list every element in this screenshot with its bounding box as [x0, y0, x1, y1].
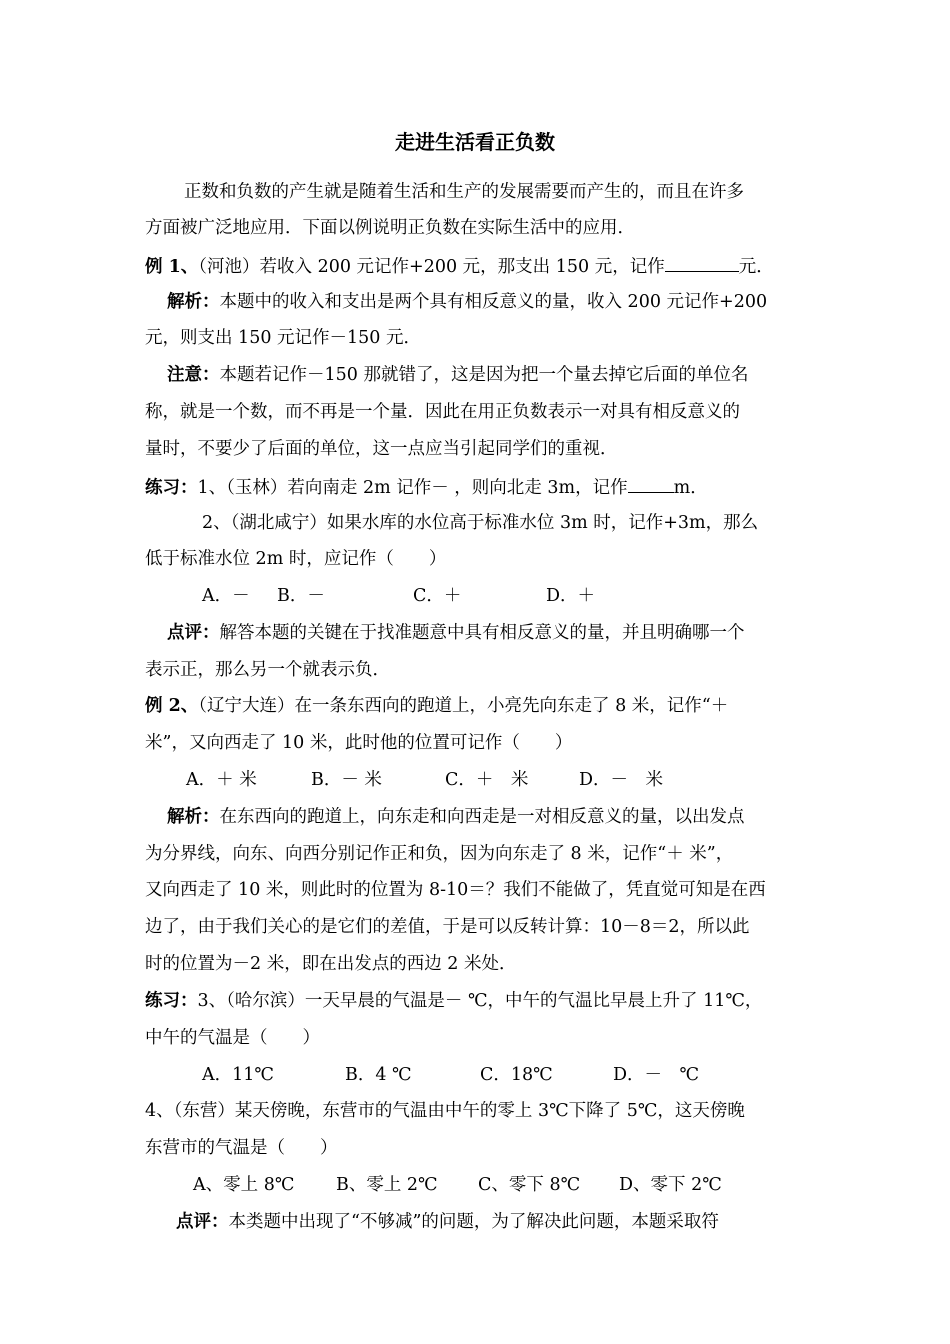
practice-1: 练习：1、（玉林）若向南走 2m 记作－ ，则向北走 3m，记作 m． — [145, 474, 708, 500]
comment-1-line-2: 表示正，那么另一个就表示负． — [145, 660, 390, 680]
example-2-label: 例 2、 — [145, 696, 199, 716]
practice-3-option-d: D．－ ℃ — [613, 1065, 700, 1085]
practice-2-option-b: B．－ — [277, 586, 325, 606]
analysis-2-line-4: 边了，由于我们关心的是它们的差值，于是可以反转计算：10－8＝2，所以此 — [145, 917, 750, 937]
comment-1-line-1: 点评：解答本题的关键在于找准题意中具有相反意义的量，并且明确哪一个 — [167, 623, 745, 643]
example-1-unit: 元． — [738, 257, 774, 277]
example-2-option-b: B．－ 米 — [311, 770, 382, 790]
note-1-label: 注意： — [167, 365, 220, 385]
practice-3-option-c: C．18℃ — [480, 1065, 553, 1085]
analysis-2-line-2: 为分界线，向东、向西分别记作正和负，因为向东走了 8 米，记作“＋ 米”， — [145, 844, 734, 864]
practice-4-option-c: C、零下 8℃ — [478, 1175, 581, 1195]
practice-4-line-2: 东营市的气温是（ ） — [145, 1138, 338, 1158]
practice-3-line-2: 中午的气温是（ ） — [145, 1028, 320, 1048]
example-1-text: （河池）若收入 200 元记作+200 元，那支出 150 元，记作 — [198, 257, 665, 277]
practice-3-option-a: A．11℃ — [202, 1065, 274, 1085]
analysis-2-line-3: 又向西走了 10 米，则此时的位置为 8-10＝？我们不能做了，凭直觉可知是在西 — [145, 880, 766, 900]
practice-4-line-1: 4、（东营）某天傍晚，东营市的气温由中午的零上 3℃下降了 5℃，这天傍晚 — [145, 1101, 745, 1121]
note-1-line-3: 量时，不要少了后面的单位，这一点应当引起同学们的重视． — [145, 439, 618, 459]
comment-2-line-1: 点评：本类题中出现了“不够减”的问题，为了解决此问题，本题采取符 — [176, 1212, 719, 1232]
practice-1-label: 练习： — [145, 478, 198, 498]
answer-blank — [665, 253, 739, 272]
practice-4-option-b: B、零上 2℃ — [336, 1175, 438, 1195]
note-1-line-1: 注意：本题若记作－150 那就错了，这是因为把一个量去掉它后面的单位名 — [167, 365, 749, 385]
practice-2-option-a: A．－ — [202, 586, 250, 606]
note-1-line-2: 称，就是一个数，而不再是一个量．因此在用正负数表示一对具有相反意义的 — [145, 402, 740, 422]
practice-4-option-a: A、零上 8℃ — [193, 1175, 295, 1195]
example-2-option-d: D．－ 米 — [579, 770, 664, 790]
analysis-1-label: 解析： — [167, 292, 220, 312]
comment-2-label: 点评： — [176, 1212, 229, 1232]
intro-line-2: 方面被广泛地应用．下面以例说明正负数在实际生活中的应用． — [145, 218, 635, 238]
example-2-line-1: 例 2、（辽宁大连）在一条东西向的跑道上，小亮先向东走了 8 米，记作“＋ — [145, 696, 729, 716]
practice-2-line-1: 2、（湖北咸宁）如果水库的水位高于标准水位 3m 时，记作+3m，那么 — [202, 513, 759, 533]
practice-4-option-d: D、零下 2℃ — [619, 1175, 722, 1195]
practice-3-label: 练习： — [145, 991, 198, 1011]
comment-1-label: 点评： — [167, 623, 220, 643]
practice-2-option-c: C．＋ — [413, 586, 462, 606]
example-1 — [145, 253, 774, 279]
analysis-1-line-2: 元，则支出 150 元记作－150 元． — [145, 328, 421, 348]
intro-line-1: 正数和负数的产生就是随着生活和生产的发展需要而产生的，而且在许多 — [184, 182, 744, 202]
analysis-1-line-1: 解析：本题中的收入和支出是两个具有相反意义的量，收入 200 元记作+200 — [167, 292, 768, 312]
practice-3-option-b: B．4 ℃ — [345, 1065, 412, 1085]
practice-2-line-2: 低于标准水位 2m 时，应记作（ ） — [145, 549, 447, 569]
example-2-option-a: A．＋ 米 — [186, 770, 257, 790]
analysis-2-line-5: 时的位置为－2 米，即在出发点的西边 2 米处． — [145, 954, 517, 974]
example-1-label: 例 1、 — [145, 257, 199, 277]
page-title: 走进生活看正负数 — [395, 130, 555, 154]
practice-3-line-1: 练习：3、（哈尔滨）一天早晨的气温是－ ℃，中午的气温比早晨上升了 11℃， — [145, 991, 763, 1011]
example-2-line-2: 米”，又向西走了 10 米，此时他的位置可记作（ ） — [145, 733, 573, 753]
analysis-2-line-1: 解析：在东西向的跑道上，向东走和向西走是一对相反意义的量，以出发点 — [167, 807, 745, 827]
answer-blank — [628, 474, 674, 493]
example-2-option-c: C．＋ 米 — [445, 770, 529, 790]
practice-2-option-d: D．＋ — [546, 586, 596, 606]
analysis-2-label: 解析： — [167, 807, 220, 827]
